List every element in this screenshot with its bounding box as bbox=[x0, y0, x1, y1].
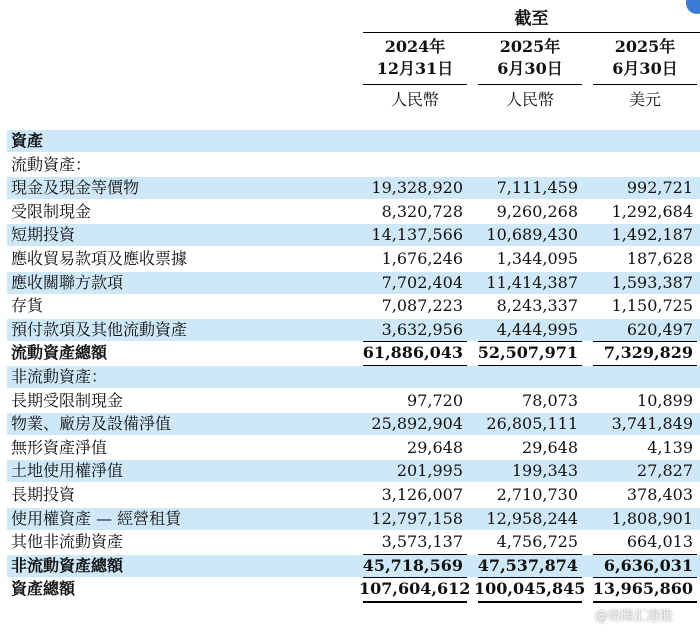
row-value: 25,892,904 bbox=[371, 414, 463, 434]
row-value: 8,243,337 bbox=[496, 296, 578, 316]
total-rule bbox=[593, 601, 697, 603]
row-value: 10,689,430 bbox=[486, 225, 578, 245]
row-value: 61,886,043 bbox=[362, 343, 463, 363]
row-label: 現金及現金等價物 bbox=[11, 178, 140, 198]
row-value: 4,139 bbox=[647, 437, 693, 457]
table-row bbox=[7, 460, 700, 482]
table-row bbox=[7, 154, 700, 176]
column-year: 2025年 bbox=[614, 37, 676, 56]
row-value: 29,648 bbox=[407, 437, 463, 457]
header-rule bbox=[363, 32, 700, 33]
row-value: 29,648 bbox=[522, 437, 578, 457]
as-of-header: 截至 bbox=[514, 9, 549, 29]
row-value: 1,676,246 bbox=[381, 249, 463, 268]
table-row bbox=[7, 295, 700, 317]
row-value: 2,710,730 bbox=[496, 485, 578, 504]
row-value: 52,507,971 bbox=[477, 343, 578, 363]
row-label: 長期受限制現金 bbox=[11, 390, 124, 410]
total-rule bbox=[363, 554, 467, 555]
row-value: 47,537,874 bbox=[477, 555, 578, 575]
row-value: 199,343 bbox=[511, 461, 578, 481]
row-value: 13,965,860 bbox=[592, 579, 693, 599]
row-value: 12,958,244 bbox=[486, 508, 578, 528]
row-label: 資產總額 bbox=[11, 579, 76, 599]
row-value: 4,444,995 bbox=[496, 319, 578, 339]
row-value: 14,137,566 bbox=[371, 225, 463, 245]
row-value: 3,632,956 bbox=[381, 319, 463, 339]
column-currency: 人民幣 bbox=[363, 84, 467, 111]
row-value: 1,150,725 bbox=[611, 296, 693, 316]
table-row bbox=[7, 508, 700, 530]
total-rule bbox=[363, 577, 467, 578]
total-rule bbox=[593, 341, 697, 342]
row-label: 受限制現金 bbox=[11, 201, 92, 221]
row-value: 1,492,187 bbox=[611, 225, 693, 245]
row-value: 187,628 bbox=[626, 249, 693, 268]
row-value: 100,045,845 bbox=[474, 579, 586, 599]
row-label: 無形資產淨值 bbox=[11, 437, 108, 457]
row-value: 1,344,095 bbox=[496, 249, 578, 268]
row-value: 4,756,725 bbox=[496, 532, 578, 552]
row-label: 物業、廠房及設備淨值 bbox=[11, 414, 172, 434]
column-currency: 人民幣 bbox=[478, 84, 582, 111]
column-header-2025-06-30-rmb bbox=[478, 36, 582, 111]
table-row bbox=[7, 390, 700, 412]
column-date: 12月31日 bbox=[376, 59, 454, 78]
row-value: 8,320,728 bbox=[381, 201, 463, 221]
row-value: 97,720 bbox=[407, 390, 463, 410]
row-value: 11,414,387 bbox=[486, 272, 578, 292]
row-value: 620,497 bbox=[626, 319, 693, 339]
total-rule bbox=[478, 365, 582, 366]
row-value: 664,013 bbox=[626, 532, 693, 552]
row-label: 應收貿易款項及應收票據 bbox=[11, 249, 188, 268]
row-value: 26,805,111 bbox=[486, 414, 578, 434]
row-value: 10,899 bbox=[637, 390, 693, 410]
column-date: 6月30日 bbox=[612, 59, 678, 78]
row-value: 3,126,007 bbox=[381, 485, 463, 504]
table-row bbox=[7, 437, 700, 459]
row-value: 45,718,569 bbox=[362, 555, 463, 575]
table-row bbox=[7, 319, 700, 341]
row-value: 27,827 bbox=[637, 461, 693, 481]
row-value: 7,329,829 bbox=[603, 343, 693, 363]
row-value: 107,604,612 bbox=[359, 579, 471, 599]
row-value: 201,995 bbox=[396, 461, 463, 481]
total-rule bbox=[478, 577, 582, 578]
row-value: 992,721 bbox=[626, 178, 693, 198]
row-label: 流動資產總額 bbox=[11, 343, 108, 363]
column-header-2024-12-31 bbox=[363, 36, 467, 111]
table-row bbox=[7, 413, 700, 435]
row-value: 6,636,031 bbox=[603, 555, 693, 575]
total-rule bbox=[593, 554, 697, 555]
column-header-2025-06-30-usd bbox=[593, 36, 697, 111]
table-row bbox=[7, 342, 700, 364]
table-row bbox=[7, 272, 700, 294]
row-value: 9,260,268 bbox=[496, 201, 578, 221]
table-row bbox=[7, 578, 700, 600]
total-rule bbox=[363, 601, 467, 603]
total-rule bbox=[478, 341, 582, 342]
table-row bbox=[7, 248, 700, 270]
table-row bbox=[7, 555, 700, 577]
row-value: 3,741,849 bbox=[611, 414, 693, 434]
table-row bbox=[7, 130, 700, 152]
total-rule bbox=[363, 341, 467, 342]
column-currency: 美元 bbox=[593, 84, 697, 111]
column-year: 2025年 bbox=[499, 37, 561, 56]
table-row bbox=[7, 177, 700, 199]
row-value: 1,292,684 bbox=[611, 201, 693, 221]
total-rule bbox=[363, 365, 467, 366]
total-rule bbox=[478, 554, 582, 555]
row-value: 12,797,158 bbox=[371, 508, 463, 528]
row-label: 土地使用權淨值 bbox=[11, 461, 124, 481]
total-rule bbox=[593, 577, 697, 578]
row-value: 1,808,901 bbox=[611, 508, 693, 528]
row-value: 19,328,920 bbox=[371, 178, 463, 198]
total-rule bbox=[478, 601, 582, 603]
column-date: 6月30日 bbox=[497, 59, 563, 78]
table-row bbox=[7, 201, 700, 223]
table-row bbox=[7, 366, 700, 388]
row-label: 非流動資產： bbox=[11, 367, 108, 386]
row-label: 預付款項及其他流動資產 bbox=[11, 319, 188, 339]
column-year: 2024年 bbox=[384, 37, 446, 56]
row-label: 非流動資產總額 bbox=[11, 555, 124, 575]
row-value: 378,403 bbox=[626, 485, 693, 504]
row-label: 長期投資 bbox=[11, 485, 76, 504]
row-value: 1,593,387 bbox=[611, 272, 693, 292]
row-label: 應收關聯方款項 bbox=[11, 272, 124, 292]
row-label: 存貨 bbox=[11, 296, 44, 316]
table-row bbox=[7, 531, 700, 553]
row-label: 其他非流動資產 bbox=[11, 532, 124, 552]
total-rule bbox=[593, 365, 697, 366]
row-label: 短期投資 bbox=[11, 225, 76, 245]
row-value: 7,702,404 bbox=[381, 272, 463, 292]
table-row bbox=[7, 484, 700, 506]
row-label: 資產 bbox=[11, 131, 44, 150]
row-label: 流動資產： bbox=[11, 154, 92, 174]
watermark: @格隆汇港股 bbox=[595, 609, 674, 624]
row-value: 3,573,137 bbox=[381, 532, 463, 552]
row-value: 7,087,223 bbox=[381, 296, 463, 316]
row-label: 使用權資產 — 經營租賃 bbox=[11, 508, 182, 528]
row-value: 78,073 bbox=[522, 390, 578, 410]
table-row bbox=[7, 224, 700, 246]
row-value: 7,111,459 bbox=[496, 178, 578, 198]
